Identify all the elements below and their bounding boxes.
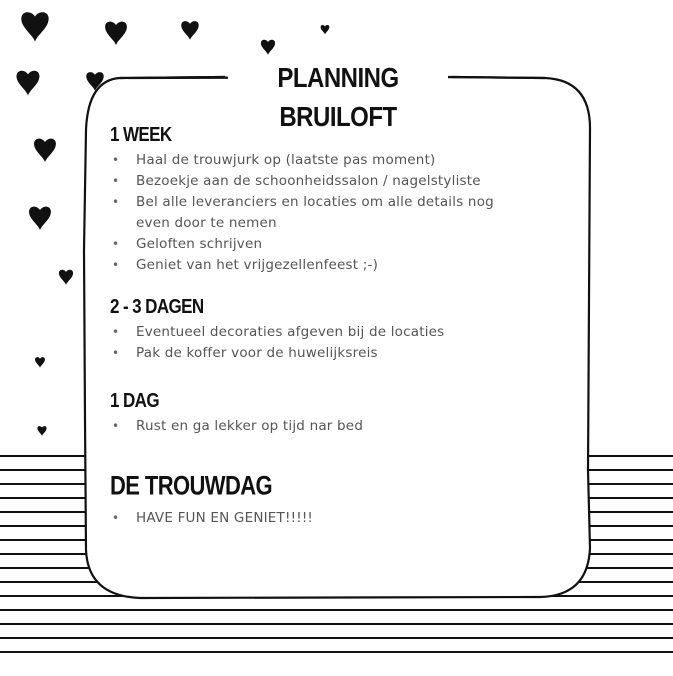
- list-item-text: Bel alle leveranciers en locaties om alle details nog even door te nemen: [136, 194, 494, 231]
- list-item-text: Bezoekje aan de schoonheidssalon / nagelstyliste: [136, 173, 481, 189]
- bullet: •: [112, 258, 120, 272]
- bullet: •: [112, 346, 120, 360]
- page-title: PLANNING BRUILOFT: [228, 59, 448, 98]
- section-2-3-dagen: [110, 296, 560, 364]
- list-item: [110, 234, 560, 255]
- section-heading: 1 WEEK: [110, 123, 172, 146]
- section-heading: 1 DAG: [110, 389, 159, 412]
- heart-icon: [105, 22, 127, 45]
- heart-icon: [34, 139, 56, 162]
- bullet: •: [112, 419, 120, 433]
- section-1-week: [110, 124, 560, 276]
- list-item: [110, 416, 560, 437]
- bullet: •: [112, 511, 120, 525]
- bullet: •: [112, 174, 120, 188]
- list-item-text: Haal de trouwjurk op (laatste pas moment): [136, 152, 436, 168]
- heart-icon: [21, 12, 48, 41]
- list-item-text: Geloften schrijven: [136, 236, 263, 252]
- task-list: [110, 508, 560, 529]
- list-item: [110, 192, 560, 234]
- task-list: [110, 322, 560, 364]
- heart-icon: [37, 426, 46, 436]
- bullet: •: [112, 153, 120, 167]
- list-item: [110, 150, 560, 171]
- section-de-trouwdag: [110, 472, 560, 529]
- list-item-text: Rust en ga lekker op tijd nar bed: [136, 418, 364, 434]
- task-list: [110, 416, 560, 437]
- list-item-text: Pak de koffer voor de huwelijksreis: [136, 345, 378, 361]
- heart-icon: [17, 71, 40, 96]
- section-heading: 2 - 3 DAGEN: [110, 295, 204, 318]
- heart-icon: [35, 357, 45, 368]
- heart-icon: [59, 270, 73, 285]
- list-item: [110, 508, 560, 529]
- list-item: [110, 255, 560, 276]
- heart-icon: [321, 25, 330, 34]
- heart-icon: [181, 21, 198, 40]
- list-item: [110, 322, 560, 343]
- section-heading: DE TROUWDAG: [110, 470, 273, 501]
- heart-icon: [29, 207, 51, 230]
- list-item-text: HAVE FUN EN GENIET!!!!!: [136, 510, 314, 526]
- list-item-text: Geniet van het vrijgezellenfeest ;-): [136, 257, 379, 273]
- list-item-text: Eventueel decoraties afgeven bij de locaties: [136, 324, 445, 340]
- task-list: [110, 150, 560, 276]
- heart-icon: [261, 40, 275, 55]
- list-item: [110, 343, 560, 364]
- bullet: •: [112, 237, 120, 251]
- bullet: •: [112, 195, 120, 209]
- list-item: [110, 171, 560, 192]
- section-1-dag: [110, 390, 560, 437]
- bullet: •: [112, 325, 120, 339]
